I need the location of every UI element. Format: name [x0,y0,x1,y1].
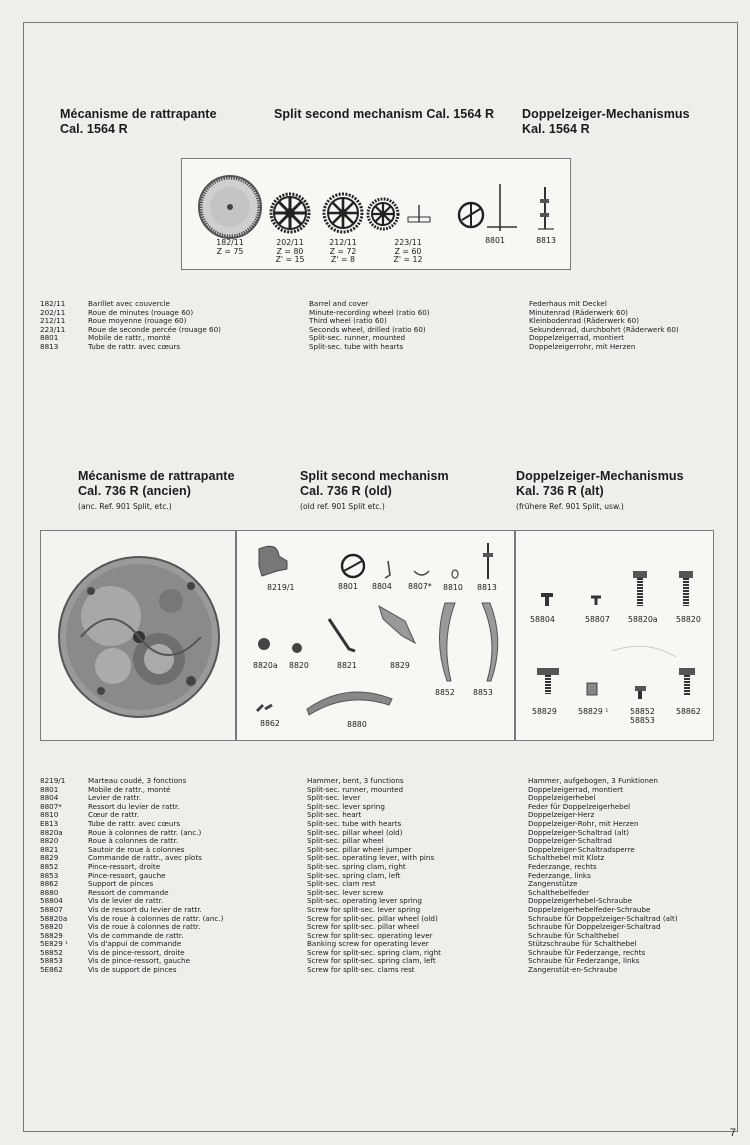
barrel-illustration [199,176,261,238]
fig-label-8853: 8853 [473,688,493,697]
screws-panel [515,530,714,741]
fig-label-202-11: 202/11 Z = 80 Z' = 15 [275,238,305,264]
fig-label-8813: 8813 [477,583,497,592]
heading-en-1564: Split second mechanism Cal. 1564 R [274,107,495,121]
fig-label-8801: 8801 [338,582,358,591]
fig-label-8862: 8862 [260,719,280,728]
fig-label-8219-1: 8219/1 [267,583,295,592]
movement-photo-panel [40,530,236,741]
subheading-en-736: (old ref. 901 Split etc.) [300,502,385,511]
fig-label-58862: 58862 [676,707,701,716]
heading-de-1564: Doppelzeiger-Mechanismus Kal. 1564 R [522,107,690,136]
fig-label-8880: 8880 [347,720,367,729]
figure-1564-panel [181,158,571,270]
split-sec-runner-illustration [459,184,517,231]
fig-label-58820a: 58820a [628,615,658,624]
third-wheel-illustration [324,194,362,232]
fig-label-8810: 8810 [443,583,463,592]
minute-wheel-illustration [271,194,309,232]
parts-list-736-de: Hammer, aufgebogen, 3 Funktionen Doppelzeigerrad, montiert Doppelzeigerhebel Feder für Doppelzeigerhebel Doppelzeiger-Herz Doppelzeiger-Rohr, mit Herzen Doppelzeiger-Schaltrad (alt) Doppelzeiger-Schaltrad Doppelzeiger-Schaltradsperre Schalthebel mit Klotz Federzange, rechts Federzange, links Zangenstütze Schalthebelfeder Doppelzeigerhebel-Schraube Doppelzeigerhebelfeder-Schraube Schraube für Doppelzeiger-Schaltrad (alt) Schraube für Doppelzeiger-Schaltrad Schraube für Schalthebel Stützschraube für Schalthebel Schraube für Federzange, rechts Schraube für Federzange, links Zangenstüt-en-Schraube [528,776,678,975]
fig-label-182-11: 182/11 Z = 75 [216,238,244,256]
fig-label-58804: 58804 [530,615,555,624]
fig-label-58807: 58807 [585,615,610,624]
fig-label-8821: 8821 [337,661,357,670]
heading-de-736: Doppelzeiger-Mechanismus Kal. 736 R (alt) [516,469,684,498]
heading-fr-736: Mécanisme de rattrapante Cal. 736 R (ancien) [78,469,235,498]
split-sec-tube-illustration [538,187,554,229]
split-sec-parts-drawing [237,531,516,742]
fig-label-8807: 8807* [408,582,432,591]
parts-list-736-en: Hammer, bent, 3 functions Split-sec. runner, mounted Split-sec. lever Split-sec. lever spring Split-sec. heart Split-sec. tube with hearts Split-sec. pillar wheel (old) Split-sec. pillar wheel Split-sec. pillar wheel jumper Split-sec. operating lever, with pins Split-sec. spring clam, right Split-sec. spring clam, left Split-sec. clam rest Split-sec. lever screw Split-sec. operating lever spring Screw for split-sec. lever spring Screw for split-sec. pillar wheel (old) Screw for split-sec. pillar wheel Screw for split-sec. operating lever Banking screw for operating lever Screw for split-sec. spring clam, right Screw for split-sec. spring clam, left Screw for split-sec. clams rest [307,776,441,975]
fig-label-8820: 8820 [289,661,309,670]
fig-label-8820a: 8820a [253,661,278,670]
parts-list-1564-en: Barrel and cover Minute-recording wheel (ratio 60) Third wheel (ratio 60) Seconds wheel, drilled (ratio 60) Split-sec. runner, mounted Split-sec. tube with hearts [309,299,430,351]
heading-en-736: Split second mechanism Cal. 736 R (old) [300,469,449,498]
fig-label-8801-top: 8801 [485,236,505,245]
parts-list-1564-de: Federhaus mit Deckel Minutenrad (Räderwerk 60) Kleinbodenrad (Räderwerk 60) Sekundenrad, durchbohrt (Räderwerk 60) Doppelzeigerrad, montiert Doppelzeigerrohr, mit Herzen [529,299,679,351]
seconds-wheel-illustration [368,199,430,229]
heading-fr-1564: Mécanisme de rattrapante Cal. 1564 R [60,107,217,136]
subheading-de-736: (frühere Ref. 901 Split, usw.) [516,502,624,511]
fig-label-58852: 58852 58853 [630,707,655,725]
movement-photo [41,531,237,742]
fig-label-8804: 8804 [372,582,392,591]
fig-label-58829-1: 58829 ¹ [578,707,609,716]
fig-label-212-11: 212/11 Z = 72 Z' = 8 [329,238,357,264]
subheading-fr-736: (anc. Ref. 901 Split, etc.) [78,502,172,511]
fig-label-58829: 58829 [532,707,557,716]
split-sec-parts-panel [236,530,515,741]
fig-label-223-11: 223/11 Z = 60 Z' = 12 [393,238,423,264]
fig-label-8813-top: 8813 [536,236,556,245]
fig-label-8852: 8852 [435,688,455,697]
fig-label-58820: 58820 [676,615,701,624]
page-number: 7 [729,1127,736,1139]
fig-label-8829: 8829 [390,661,410,670]
